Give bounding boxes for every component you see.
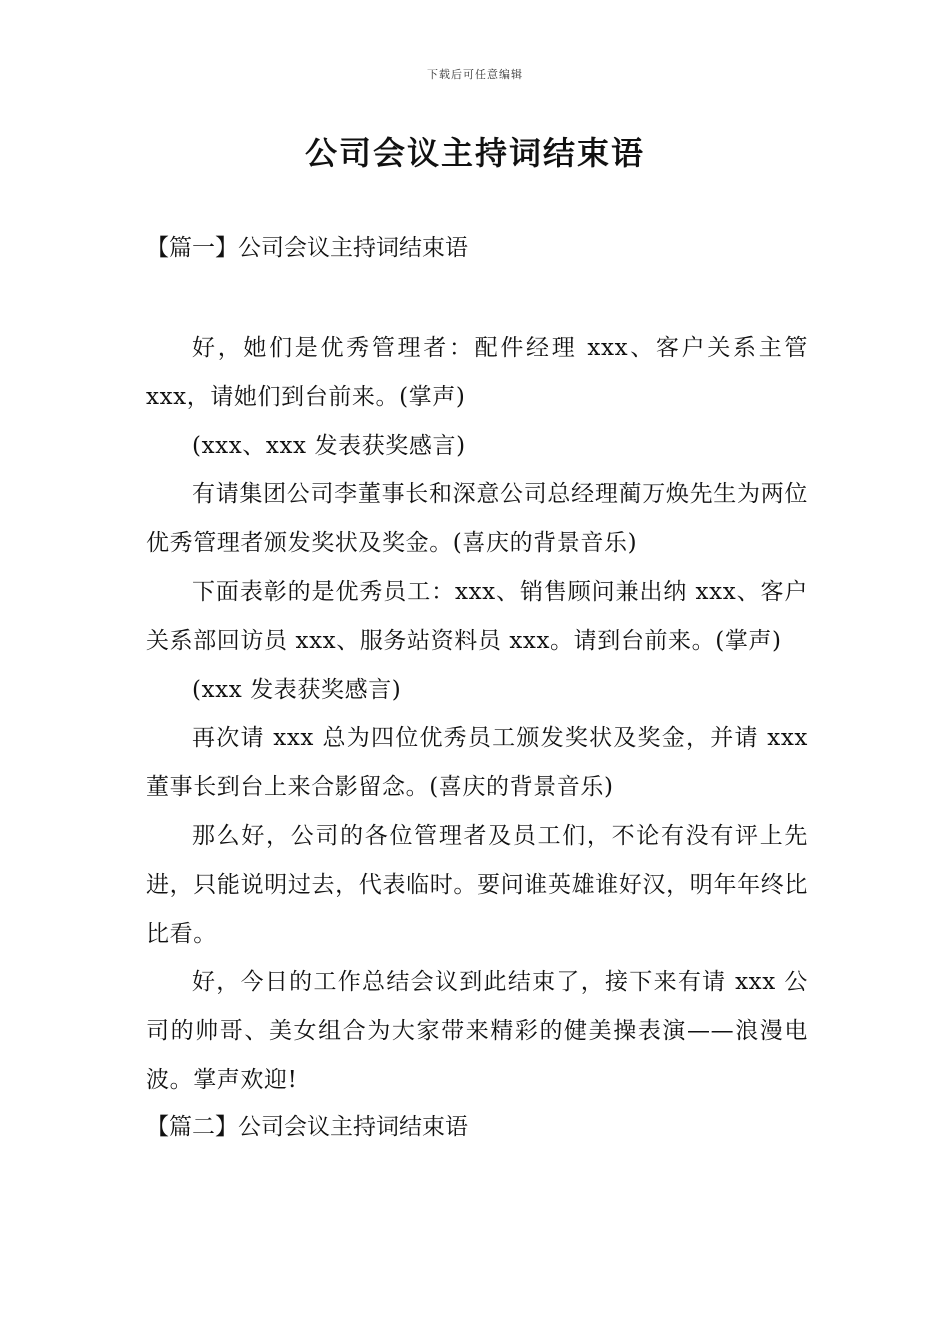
section-heading-1: 【篇一】公司会议主持词结束语 xyxy=(146,235,468,261)
paragraph: (xxx、xxx 发表获奖感言) xyxy=(192,432,466,459)
paragraph: 好，她们是优秀管理者：配件经理 xxx、客户关系主管 xxx，请她们到台前来。(掌声) xyxy=(146,335,808,410)
document-title: 公司会议主持词结束语 xyxy=(304,134,645,172)
section-heading-2: 【篇二】公司会议主持词结束语 xyxy=(146,1113,468,1140)
paragraph: 再次请 xxx 总为四位优秀员工颁发奖状及奖金，并请 xxx 董事长到台上来合影留念。(喜庆的背景音乐) xyxy=(146,725,808,801)
paragraph: 好，今日的工作总结会议到此结束了，接下来有请 xxx 公司的帅哥、美女组合为大家带来精彩的健美操表演——浪漫电波。掌声欢迎! xyxy=(146,969,808,1093)
paragraph: (xxx 发表获奖感言) xyxy=(192,676,402,703)
page-header-note: 下载后可任意编辑 xyxy=(427,68,523,81)
paragraph: 有请集团公司李董事长和深意公司总经理蔺万焕先生为两位优秀管理者颁发奖状及奖金。(喜庆的背景音乐) xyxy=(146,481,808,557)
document-body xyxy=(146,228,808,1147)
paragraph: 下面表彰的是优秀员工：xxx、销售顾问兼出纳 xxx、客户关系部回访员 xxx、服务站资料员 xxx。请到台前来。(掌声) xyxy=(146,578,808,654)
paragraph: 那么好，公司的各位管理者及员工们，不论有没有评上先进，只能说明过去，代表临时。要问谁英雄谁好汉，明年年终比比看。 xyxy=(146,822,808,947)
